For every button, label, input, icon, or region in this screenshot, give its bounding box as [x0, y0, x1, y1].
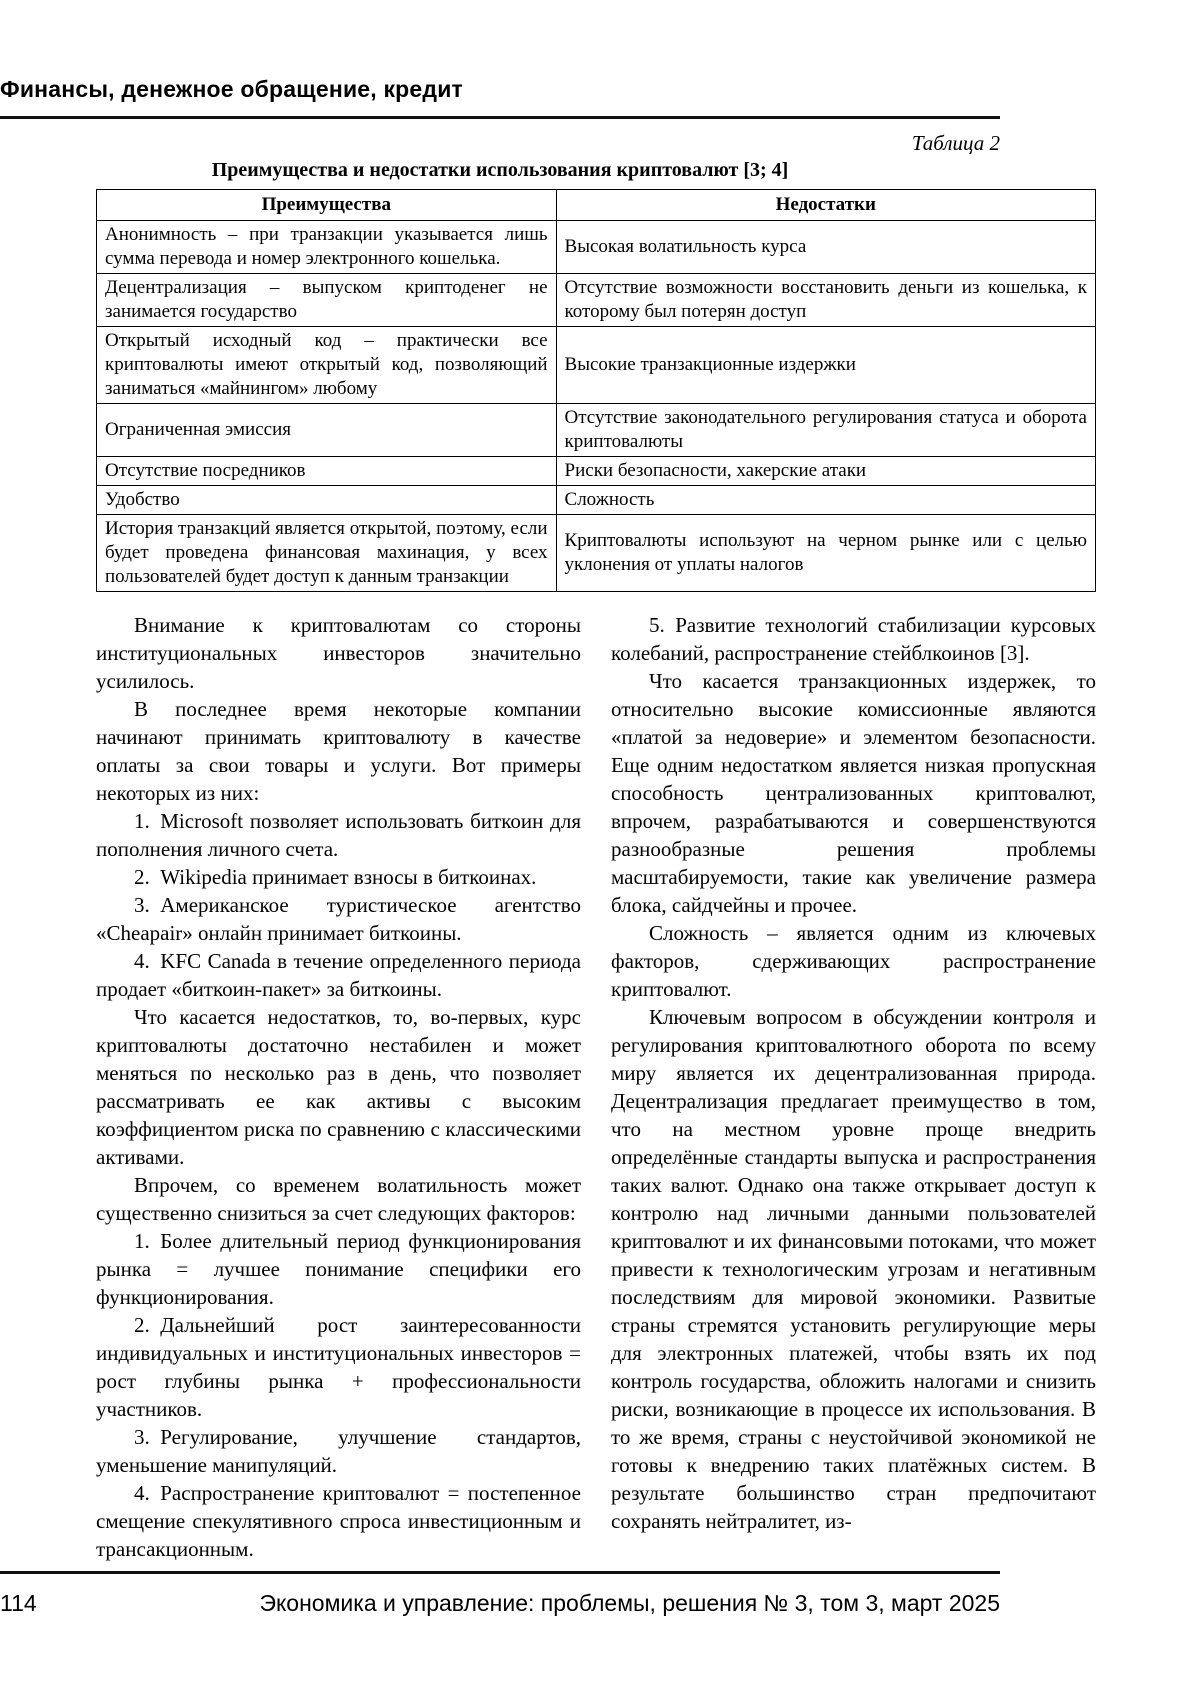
body-column-left — [96, 611, 581, 1563]
table-cell-cons: Сложность — [556, 486, 1095, 515]
table-label: Таблица 2 — [911, 131, 1000, 155]
list-item: 2. Wikipedia принимает взносы в биткоинах. — [134, 865, 537, 889]
body-columns — [96, 611, 1096, 1563]
table-cell-pros: История транзакций является открытой, поэтому, если будет проведена финансовая махинация, у всех пользователей будет доступ к данным транзакции — [97, 515, 557, 592]
table-row — [97, 404, 1096, 457]
paragraph: Впрочем, со временем волатильность может существенно снизиться за счет следующих факторов: — [96, 1173, 581, 1225]
running-head: Финансы, денежное обращение, кредит — [0, 76, 464, 102]
table-cell-cons: Высокие транзакционные издержки — [556, 327, 1095, 404]
list-item: 1. Microsoft позволяет использовать биткоин для пополнения личного счета. — [96, 809, 581, 861]
body-column-right — [611, 611, 1096, 1563]
table-cell-pros: Открытый исходный код – практически все криптовалюты имеют открытый код, позволяющий заниматься «майнингом» любому — [97, 327, 557, 404]
table-cell-pros: Отсутствие посредников — [97, 457, 557, 486]
table-header-row — [97, 190, 1096, 221]
table-cell-cons: Криптовалюты используют на черном рынке или с целью уклонения от уплаты налогов — [556, 515, 1095, 592]
table-row — [97, 457, 1096, 486]
list-item: 1. Более длительный период функционирования рынка = лучшее понимание специфики его функционирования. — [96, 1229, 581, 1309]
paragraph: Ключевым вопросом в обсуждении контроля и регулирования криптовалютного оборота по всему миру является их децентрализованная природа. Децентрализация предлагает преимущество в том, что на местном уровне проще внедрить определённые стандарты выпуска и распространения таких валют. Однако она также открывает доступ к контролю над личными данными пользователей криптовалют и их финансовыми потоками, что может привести к технологическим угрозам и негативным последствиям для мировой экономики. Развитые страны стремятся установить регулирующие меры для электронных платежей, чтобы взять их под контроль государства, обложить налогами и снизить риски, возникающие в процессе их использования. В то же время, страны с неустойчивой экономикой не готовы к внедрению таких платёжных систем. В результате большинство стран предпочитают сохранять нейтралитет, из- — [611, 1005, 1096, 1533]
page-footer — [0, 1590, 1000, 1617]
paragraph: Сложность – является одним из ключевых факторов, сдерживающих распространение криптовалют. — [611, 921, 1096, 1001]
table-cell-cons: Отсутствие законодательного регулирования статуса и оборота криптовалюты — [556, 404, 1095, 457]
advantages-disadvantages-table — [96, 189, 1096, 592]
paragraph: Что касается транзакционных издержек, то относительно высокие комиссионные являются «платой за недоверие» и элементом безопасности. Еще одним недостатком является низкая пропускная способность централизованных криптовалют, впрочем, разрабатываются и совершенствуются разнообразные решения проблемы масштабируемости, такие как увеличение размера блока, сайдчейны и прочее. — [611, 669, 1096, 917]
column-header-disadvantages: Недостатки — [556, 190, 1095, 221]
table-row — [97, 515, 1096, 592]
list-item: 5. Развитие технологий стабилизации курсовых колебаний, распространение стейблкоинов [3]. — [611, 613, 1096, 665]
list-item: 3. Американское туристическое агентство «Cheapair» онлайн принимает биткоины. — [96, 893, 581, 945]
paragraph: Внимание к криптовалютам со стороны институциональных инвесторов значительно усилилось. — [96, 613, 581, 693]
table-cell-cons: Риски безопасности, хакерские атаки — [556, 457, 1095, 486]
column-header-advantages: Преимущества — [97, 190, 557, 221]
paragraph: В последнее время некоторые компании начинают принимать криптовалюту в качестве оплаты за свои товары и услуги. Вот примеры некоторых из них: — [96, 697, 581, 805]
list-item: 4. KFC Canada в течение определенного периода продает «биткоин-пакет» за биткоины. — [96, 949, 581, 1001]
list-item: 2. Дальнейший рост заинтересованности индивидуальных и институциональных инвесторов = рост глубины рынка + профессиональности участников. — [96, 1313, 581, 1421]
journal-title: Экономика и управление: проблемы, решения № 3, том 3, март 2025 — [259, 1590, 1000, 1616]
table-row — [97, 274, 1096, 327]
list-item: 3. Регулирование, улучшение стандартов, уменьшение манипуляций. — [96, 1425, 581, 1477]
table-row — [97, 486, 1096, 515]
table-cell-cons: Отсутствие возможности восстановить деньги из кошелька, к которому был потерян доступ — [556, 274, 1095, 327]
paragraph: Что касается недостатков, то, во-первых, курс криптовалюты достаточно нестабилен и может меняться по несколько раз в день, что позволяет рассматривать ее как активы с высоким коэффициентом риска по сравнению с классическими активами. — [96, 1005, 581, 1169]
footer-rule — [0, 1571, 1000, 1574]
table-cell-pros: Анонимность – при транзакции указывается лишь сумма перевода и номер электронного кошелька. — [97, 221, 557, 274]
table-cell-pros: Ограниченная эмиссия — [97, 404, 557, 457]
page-number: 114 — [0, 1590, 37, 1616]
table-cell-cons: Высокая волатильность курса — [556, 221, 1095, 274]
table-cell-pros: Удобство — [97, 486, 557, 515]
table-row — [97, 221, 1096, 274]
table-cell-pros: Децентрализация – выпуском криптоденег не занимается государство — [97, 274, 557, 327]
table-caption: Преимущества и недостатки использования криптовалют [3; 4] — [211, 159, 789, 181]
header-rule — [0, 116, 1000, 119]
table-row — [97, 327, 1096, 404]
list-item: 4. Распространение криптовалют = постепенное смещение спекулятивного спроса инвестиционным и трансакционным. — [96, 1481, 581, 1561]
